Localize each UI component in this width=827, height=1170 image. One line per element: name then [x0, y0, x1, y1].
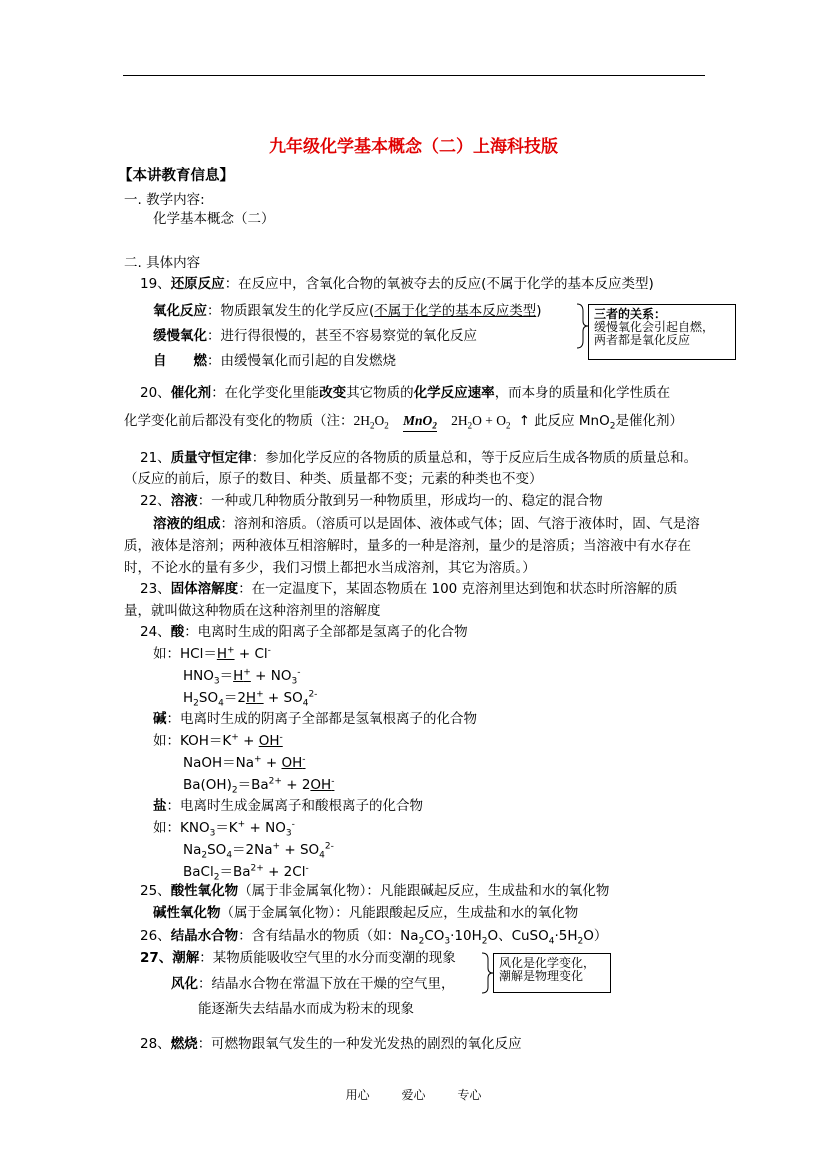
part1-content: 化学基本概念（二）: [153, 211, 275, 227]
weathering: 风化：结晶水合物在常温下放在干燥的空气里，: [171, 976, 455, 992]
salt-eq-3: $BaCl_2=Ba^{2+} + 2Cl^-$: [183, 863, 309, 883]
item-24: 24、酸：电离时生成的阳离子全部都是氢离子的化合物: [140, 624, 468, 640]
item-27: 27、潮解：某物质能吸收空气里的水分而变潮的现象: [140, 950, 456, 966]
base-definition: 碱：电离时生成的阴离子全部都是氢氧根离子的化合物: [153, 711, 477, 727]
salt-definition: 盐：电离时生成金属离子和酸根离子的化合物: [153, 798, 423, 814]
oxidation-reaction: 氧化反应：物质跟氧发生的化学反应(不属于化学的基本反应类型): [153, 303, 542, 319]
weathering-line2: 能逐渐失去结晶水而成为粉末的现象: [198, 1001, 414, 1017]
relation-note: 三者的关系： 缓慢氧化会引起自燃， 两者都是氧化反应: [588, 304, 736, 360]
footer-item: 用心: [345, 1088, 370, 1102]
weathering-note: 风化是化学变化， 潮解是物理变化: [493, 953, 611, 993]
spontaneous-combustion: 自 燃：由缓慢氧化而引起的自发燃烧: [153, 353, 396, 369]
brace-icon: [480, 952, 494, 994]
header-rule: [123, 75, 705, 76]
item-23-line2: 量，就叫做这种物质在这种溶剂里的溶解度: [124, 603, 381, 619]
item-25: 25、酸性氧化物（属于非金属氧化物）：凡能跟碱起反应，生成盐和水的氧化物: [140, 883, 610, 899]
base-eq-2: NaOH＝Na+ + OH-: [183, 754, 306, 771]
solution-composition: 溶液的组成：溶剂和溶质。（溶质可以是固体、液体或气体；固、气溶于液体时，固、气是溶: [153, 516, 700, 532]
item-26: 26、结晶水合物：含有结晶水的物质（如：$Na_2CO_3\cdot 10H_2O$、$CuSO_4\cdot 5H_2O$）: [140, 928, 608, 947]
footer-item: 爱心: [401, 1088, 426, 1102]
basic-oxide: 碱性氧化物（属于金属氧化物）：凡能跟酸起反应，生成盐和水的氧化物: [153, 905, 579, 921]
item-21: 21、质量守恒定律：参加化学反应的各物质的质量总和，等于反应后生成各物质的质量总和。: [140, 450, 698, 466]
brace-icon: [575, 303, 589, 349]
page-title: 九年级化学基本概念（二）上海科技版: [269, 137, 558, 157]
base-eq-1: 如：KOH＝K+ + OH-: [153, 732, 283, 749]
base-eq-3: $Ba(OH)_2=Ba^{2+} + 2OH^-$: [183, 776, 335, 796]
section-heading: 【本讲教育信息】: [118, 168, 234, 184]
slow-oxidation: 缓慢氧化：进行得很慢的，甚至不容易察觉的氧化反应: [153, 328, 477, 344]
salt-eq-1: 如：$KNO_3=K^+ + NO_3^-$: [153, 819, 295, 839]
catalyst-label: MnO$_2$: [403, 413, 437, 431]
item-20-line2: 化学变化前后都没有变化的物质（注：$2H_2O_2$ MnO$_2$ $2H_2O + O_2$ ↑ 此反应 MnO$_2$是催化剂）: [124, 413, 683, 432]
page-footer: [0, 1086, 827, 1103]
item-20: 20、催化剂：在化学变化里能改变其它物质的化学反应速率，而本身的质量和化学性质在: [140, 385, 671, 401]
item-23: 23、固体溶解度：在一定温度下，某固态物质在 100 克溶剂里达到饱和状态时所溶解的质: [140, 581, 678, 597]
item-28: 28、燃烧：可燃物跟氧气发生的一种发光发热的剧烈的氧化反应: [140, 1036, 522, 1052]
item-21-line2: （反应的前后，原子的数目、种类、质量都不变；元素的种类也不变）: [124, 471, 543, 487]
acid-eq-3: $H_2SO_4=2H^+ + SO_4^{2-}$: [183, 689, 318, 709]
part1-heading: 一. 教学内容:: [124, 192, 205, 208]
part2-heading: 二. 具体内容: [124, 255, 201, 271]
item-22: 22、溶液：一种或几种物质分散到另一种物质里，形成均一的、稳定的混合物: [140, 493, 603, 509]
solution-composition-line2: 质，液体是溶剂；两种液体互相溶解时，量多的一种是溶剂，量少的是溶质；当溶液中有水存在: [124, 538, 691, 554]
item-19: 19、还原反应：在反应中，含氧化合物的氧被夺去的反应(不属于化学的基本反应类型): [140, 276, 654, 292]
salt-eq-2: $Na_2SO_4=2Na^+ + SO_4^{2-}$: [183, 841, 334, 861]
acid-eq-2: $HNO_3=H^+ + NO_3^-$: [183, 667, 301, 687]
footer-item: 专心: [457, 1088, 482, 1102]
acid-eq-1: 如：HCl＝H+ + Cl-: [153, 645, 271, 662]
solution-composition-line3: 时，不论水的量有多少，我们习惯上都把水当成溶剂，其它为溶质。）: [124, 560, 536, 576]
